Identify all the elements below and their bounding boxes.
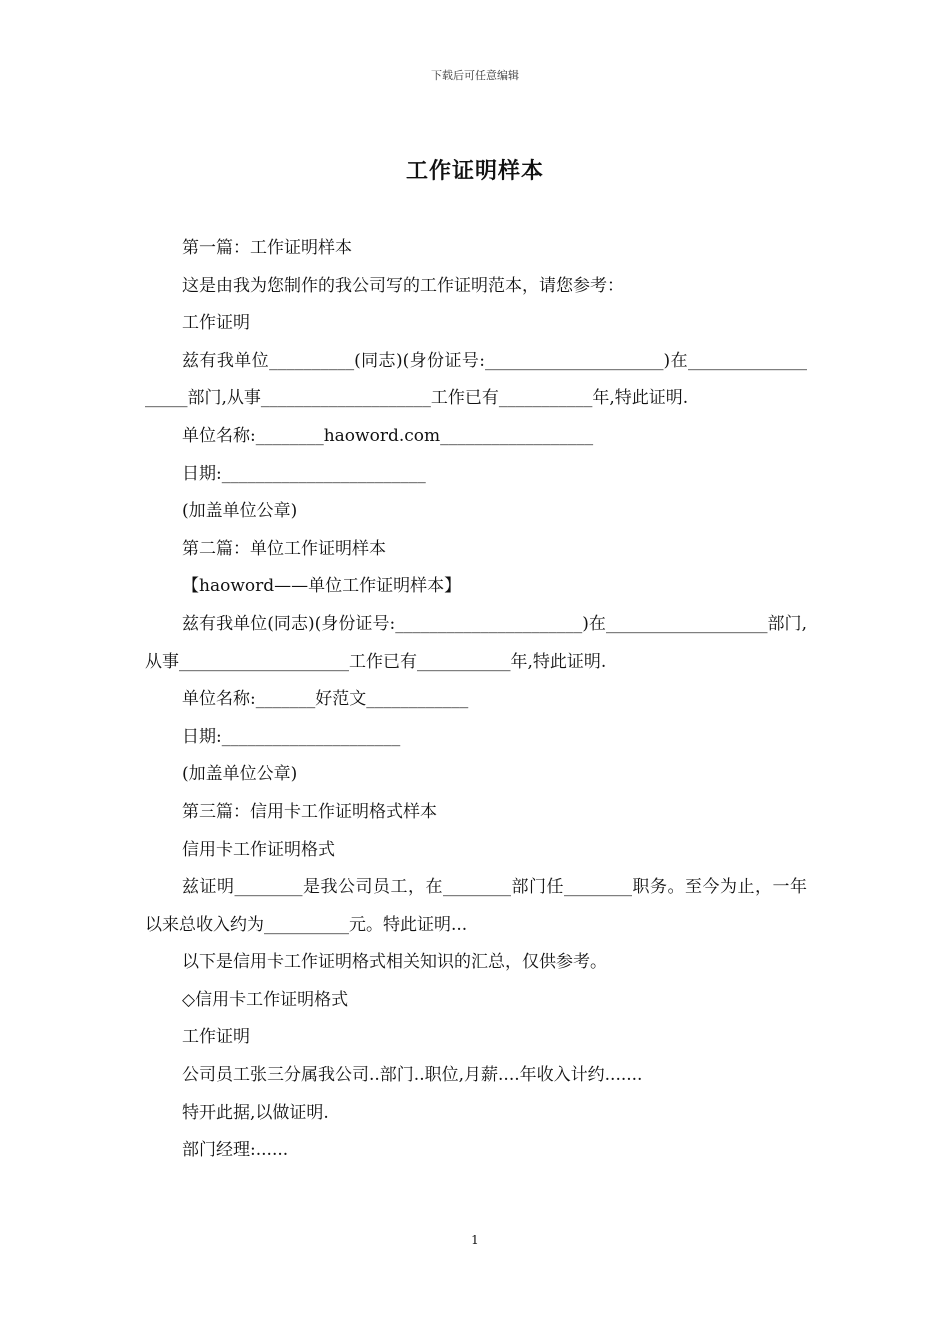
- section-heading-3: 第三篇：信用卡工作证明格式样本: [182, 801, 437, 822]
- document-title: 工作证明样本: [405, 158, 544, 184]
- employee-statement: 公司员工张三分属我公司..部门..职位,月薪....年收入计约.......: [182, 1065, 643, 1086]
- credit-card-certificate-body: 兹证明________是我公司员工，在________部门任________职务。至今为止，一年以来总收入约为__________元。特此证明...: [145, 877, 807, 935]
- page-header: 下载后可任意编辑: [431, 69, 519, 82]
- section-heading-1: 第一篇：工作证明样本: [182, 238, 352, 258]
- document-body: [145, 230, 807, 1170]
- unit-name-line: 单位名称:________haoword.com__________________: [182, 425, 594, 446]
- certificate-body-2: 兹有我单位(同志)(身份证号:______________________)在___________________部门,从事____________________工作已有___________年,特此证明.: [145, 613, 807, 672]
- unit-name-line-2: 单位名称:_______好范文____________: [182, 689, 469, 710]
- certificate-heading: 工作证明: [182, 313, 250, 334]
- section-heading-2: 第二篇：单位工作证明样本: [182, 538, 386, 559]
- date-line: 日期:________________________: [182, 463, 426, 484]
- seal-note-2: (加盖单位公章): [182, 764, 298, 785]
- certificate-body: 兹有我单位__________(同志)(身份证号:_____________________)在___________________部门,从事____________________工作已有___________年,特此证明.: [145, 350, 807, 409]
- seal-note: (加盖单位公章): [182, 501, 298, 522]
- certificate-heading-3: 工作证明: [182, 1027, 250, 1048]
- manager-signature-line: 部门经理:......: [182, 1140, 289, 1161]
- date-line-2: 日期:_____________________: [182, 726, 401, 747]
- summary-paragraph: 以下是信用卡工作证明格式相关知识的汇总，仅供参考。: [182, 952, 607, 973]
- page-number: 1: [471, 1233, 479, 1247]
- intro-paragraph: 这是由我为您制作的我公司写的工作证明范本，请您参考：: [182, 275, 624, 296]
- sample-heading: 【haoword——单位工作证明样本】: [182, 576, 462, 597]
- proof-statement: 特开此据,以做证明.: [182, 1102, 329, 1123]
- credit-card-format-heading: 信用卡工作证明格式: [182, 839, 335, 860]
- format-subheading: ◇信用卡工作证明格式: [182, 989, 349, 1010]
